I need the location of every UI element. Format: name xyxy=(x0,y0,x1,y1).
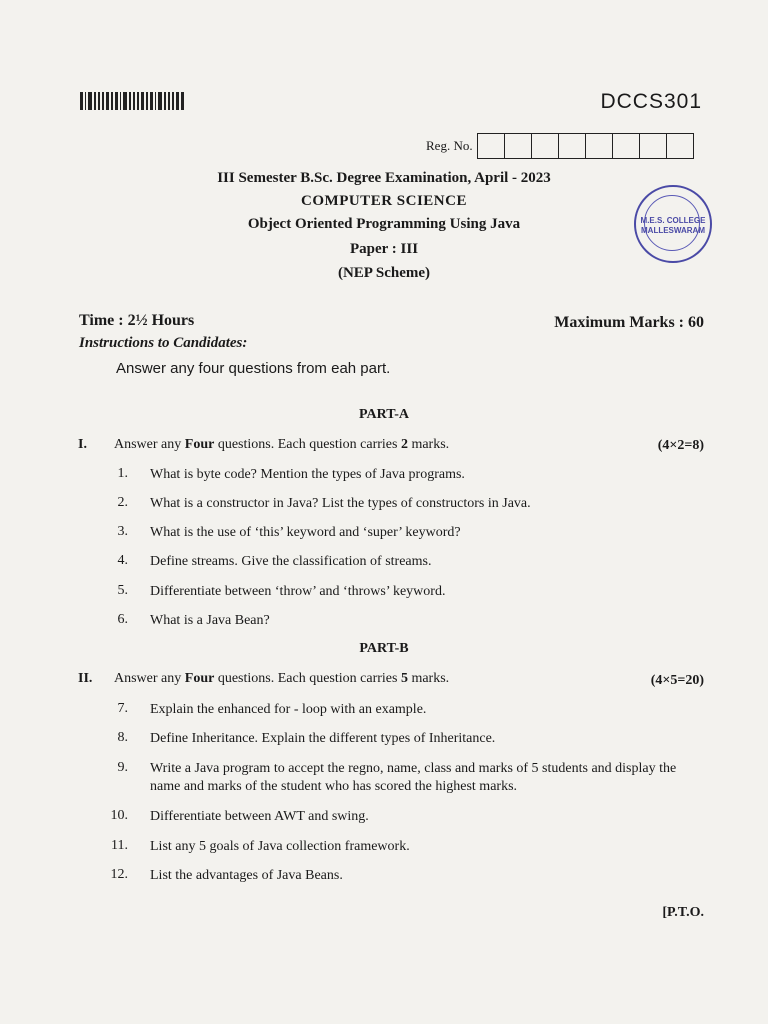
section-i-number: I. xyxy=(78,437,87,452)
exam-duration: Time : 2½ Hours xyxy=(79,312,195,329)
please-turn-over: [P.T.O. xyxy=(662,905,704,920)
part-a-marks: (4×2=8) xyxy=(657,438,704,453)
part-b-heading: PART-B xyxy=(359,641,409,656)
reg-number-boxes[interactable] xyxy=(477,133,694,159)
registration-number-field[interactable] xyxy=(426,133,694,159)
part-b-instruction: Answer any Four questions. Each question carries 5 marks. xyxy=(114,671,450,686)
instructions-text: Answer any four questions from eah part. xyxy=(116,360,391,377)
college-seal xyxy=(634,185,712,263)
reg-box[interactable] xyxy=(640,134,667,158)
section-ii-number: II. xyxy=(78,671,93,686)
reg-box[interactable] xyxy=(586,134,613,158)
course-title: Object Oriented Programming Using Java xyxy=(247,216,521,232)
reg-box[interactable] xyxy=(505,134,532,158)
scheme: (NEP Scheme) xyxy=(337,265,431,281)
instructions-heading: Instructions to Candidates: xyxy=(79,335,248,351)
reg-box[interactable] xyxy=(667,134,693,158)
reg-box[interactable] xyxy=(478,134,505,158)
maximum-marks: Maximum Marks : 60 xyxy=(554,314,704,331)
reg-box[interactable] xyxy=(532,134,559,158)
paper-number: Paper : III xyxy=(349,241,419,257)
paper-code: DCCS301 xyxy=(600,90,702,113)
reg-box[interactable] xyxy=(559,134,586,158)
part-a-instruction: Answer any Four questions. Each question carries 2 marks. xyxy=(114,437,450,452)
part-b-marks: (4×5=20) xyxy=(650,673,704,688)
seal-text: M.E.S. COLLEGE MALLESWARAM xyxy=(640,216,706,235)
barcode xyxy=(80,92,184,110)
reg-label: Reg. No. xyxy=(426,138,473,153)
reg-box[interactable] xyxy=(613,134,640,158)
exam-paper-page: DCCS301 Reg. No. III Semester B.Sc. Degree Examination, April - 2023 COMPUTER SCIENCE Object Oriented Programming Using Java Paper : III (NEP Scheme) M.E.S. COLLEGE MALLESWARAM Time : 2½ Hours Maximum Marks : 60 Instructions to Candidates: Answer any four questions from eah part. PART-A I. Answer any Four questions. Each question carries 2 marks. (4×2=8) 1. What is byte code? Mention the types of Java programs. 2. What is a constructor in Java? List the types of constructors in Java. 3. What is the use of ‘this’ keyword and ‘super’ keyword? 4. Define streams. Give the classification of streams. 5. Differentiate between ‘throw’ and ‘throws’ keyword. 6. What is a Java Bean? PART-B II. Answer any Four questions. Each question carries 5 marks. (4×5=20) 7. Explain the enhanced for - loop with an example. 8. Define Inheritance. Explain the different types of Inheritance. 9. Write a Java program to accept the regno, name, class and marks of 5 students and display the name and marks of the student who has scored the highest marks. 10. Differentiate between AWT and swing. 11. List any 5 goals of Java collection framework. 12. List the advantages of Java Beans. [P.T.O. xyxy=(0,0,768,1024)
subject-title: COMPUTER SCIENCE xyxy=(301,193,467,209)
part-a-heading: PART-A xyxy=(358,407,410,422)
exam-title: III Semester B.Sc. Degree Examination, April - 2023 xyxy=(217,170,551,186)
